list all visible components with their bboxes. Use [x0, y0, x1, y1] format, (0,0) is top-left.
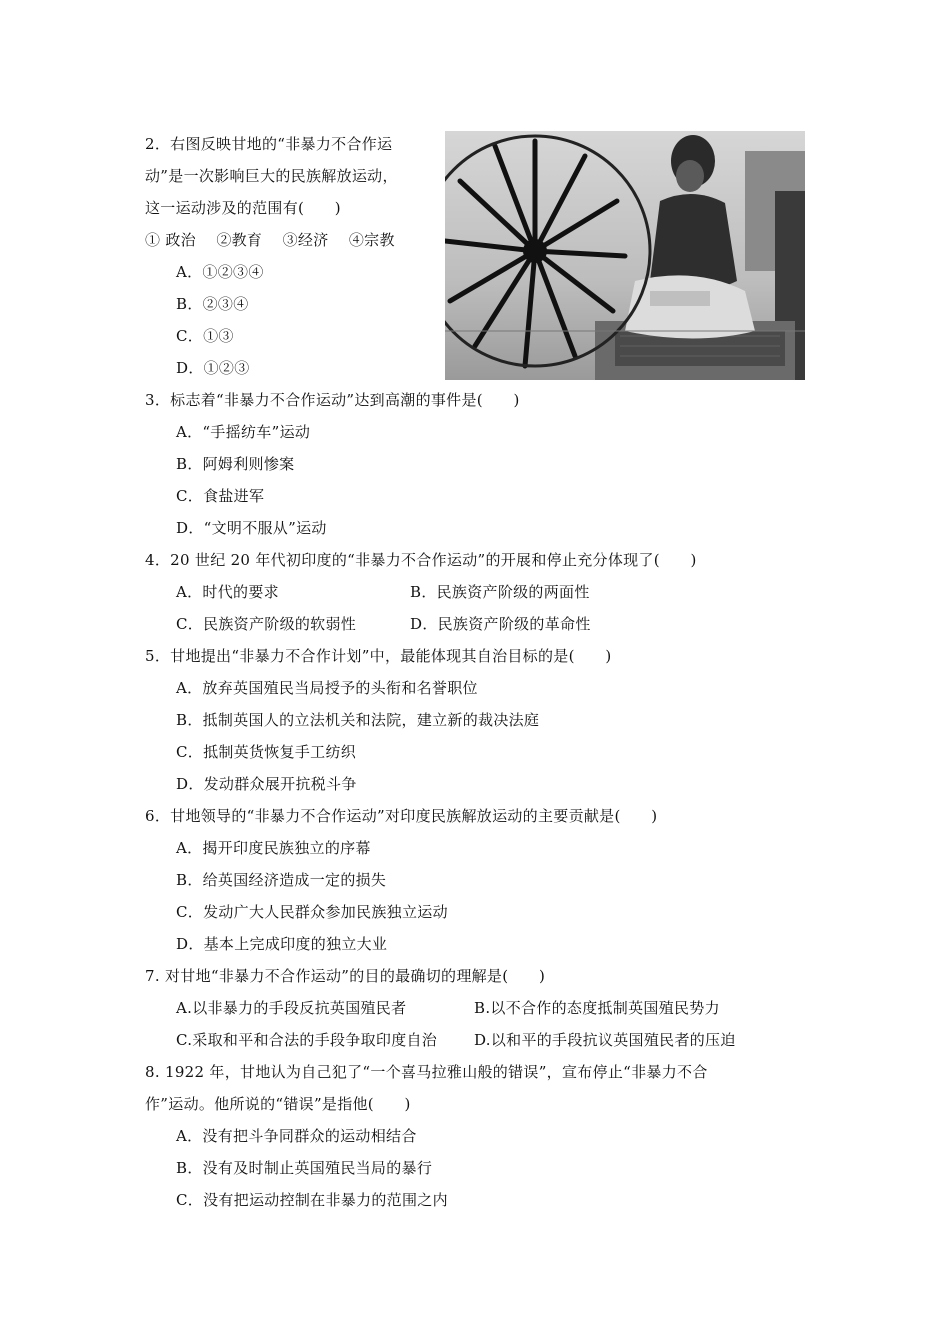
- q3-option-a: A．“手摇纺车”运动: [176, 423, 311, 441]
- q6-option-d: D．基本上完成印度的独立大业: [176, 935, 388, 953]
- gandhi-spinning-wheel-photo: [445, 131, 805, 380]
- q5-option-a: A．放弃英国殖民当局授予的头衔和名誉职位: [176, 679, 478, 697]
- q8-stem-line2: 作”运动。他所说的“错误”是指他( ): [145, 1095, 411, 1113]
- q2-stem-line2: 动”是一次影响巨大的民族解放运动，: [145, 167, 398, 185]
- q4-option-d: D．民族资产阶级的革命性: [410, 615, 591, 633]
- q4-stem: 4．20 世纪 20 年代初印度的“非暴力不合作运动”的开展和停止充分体现了( ): [145, 551, 697, 569]
- q4-option-b: B．民族资产阶级的两面性: [410, 583, 590, 601]
- q8-option-c: C．没有把运动控制在非暴力的范围之内: [176, 1191, 448, 1209]
- q7-option-a: A.以非暴力的手段反抗英国殖民者: [176, 999, 407, 1017]
- q2-items: ① 政治 ②教育 ③经济 ④宗教: [145, 231, 395, 249]
- q7-option-c: C.采取和平和合法的手段争取印度自治: [176, 1031, 438, 1049]
- q7-option-d: D.以和平的手段抗议英国殖民者的压迫: [474, 1031, 736, 1049]
- q3-option-d: D．“文明不服从”运动: [176, 519, 327, 537]
- q2-option-b: B．②③④: [176, 295, 249, 313]
- q8-option-b: B．没有及时制止英国殖民当局的暴行: [176, 1159, 433, 1177]
- q2-stem-line3: 这一运动涉及的范围有( ): [145, 199, 341, 217]
- q6-option-c: C．发动广大人民群众参加民族独立运动: [176, 903, 448, 921]
- q4-option-c: C．民族资产阶级的软弱性: [176, 615, 357, 633]
- q7-option-b: B.以不合作的态度抵制英国殖民势力: [474, 999, 720, 1017]
- q5-option-b: B．抵制英国人的立法机关和法院，建立新的裁决法庭: [176, 711, 540, 729]
- q6-stem: 6．甘地领导的“非暴力不合作运动”对印度民族解放运动的主要贡献是( ): [145, 807, 658, 825]
- q7-stem: 7. 对甘地“非暴力不合作运动”的目的最确切的理解是( ): [145, 967, 546, 985]
- q6-option-a: A．揭开印度民族独立的序幕: [176, 839, 371, 857]
- q2-stem-line1: 2．右图反映甘地的“非暴力不合作运: [145, 135, 393, 153]
- q2-option-a: A．①②③④: [176, 263, 264, 281]
- q5-option-d: D．发动群众展开抗税斗争: [176, 775, 357, 793]
- q3-option-c: C．食盐进军: [176, 487, 265, 505]
- photo-illustration: [445, 131, 805, 380]
- q2-option-d: D．①②③: [176, 359, 250, 377]
- q6-option-b: B．给英国经济造成一定的损失: [176, 871, 387, 889]
- q3-stem: 3．标志着“非暴力不合作运动”达到高潮的事件是( ): [145, 391, 520, 409]
- q5-stem: 5．甘地提出“非暴力不合作计划”中，最能体现其自治目标的是( ): [145, 647, 612, 665]
- q4-option-a: A．时代的要求: [176, 583, 279, 601]
- q5-option-c: C．抵制英货恢复手工纺织: [176, 743, 357, 761]
- q8-option-a: A．没有把斗争同群众的运动相结合: [176, 1127, 417, 1145]
- q2-option-c: C．①③: [176, 327, 234, 345]
- q8-stem-line1: 8. 1922 年，甘地认为自己犯了“一个喜马拉雅山般的错误”，宣布停止“非暴力不合: [145, 1063, 708, 1081]
- q3-option-b: B．阿姆利则惨案: [176, 455, 295, 473]
